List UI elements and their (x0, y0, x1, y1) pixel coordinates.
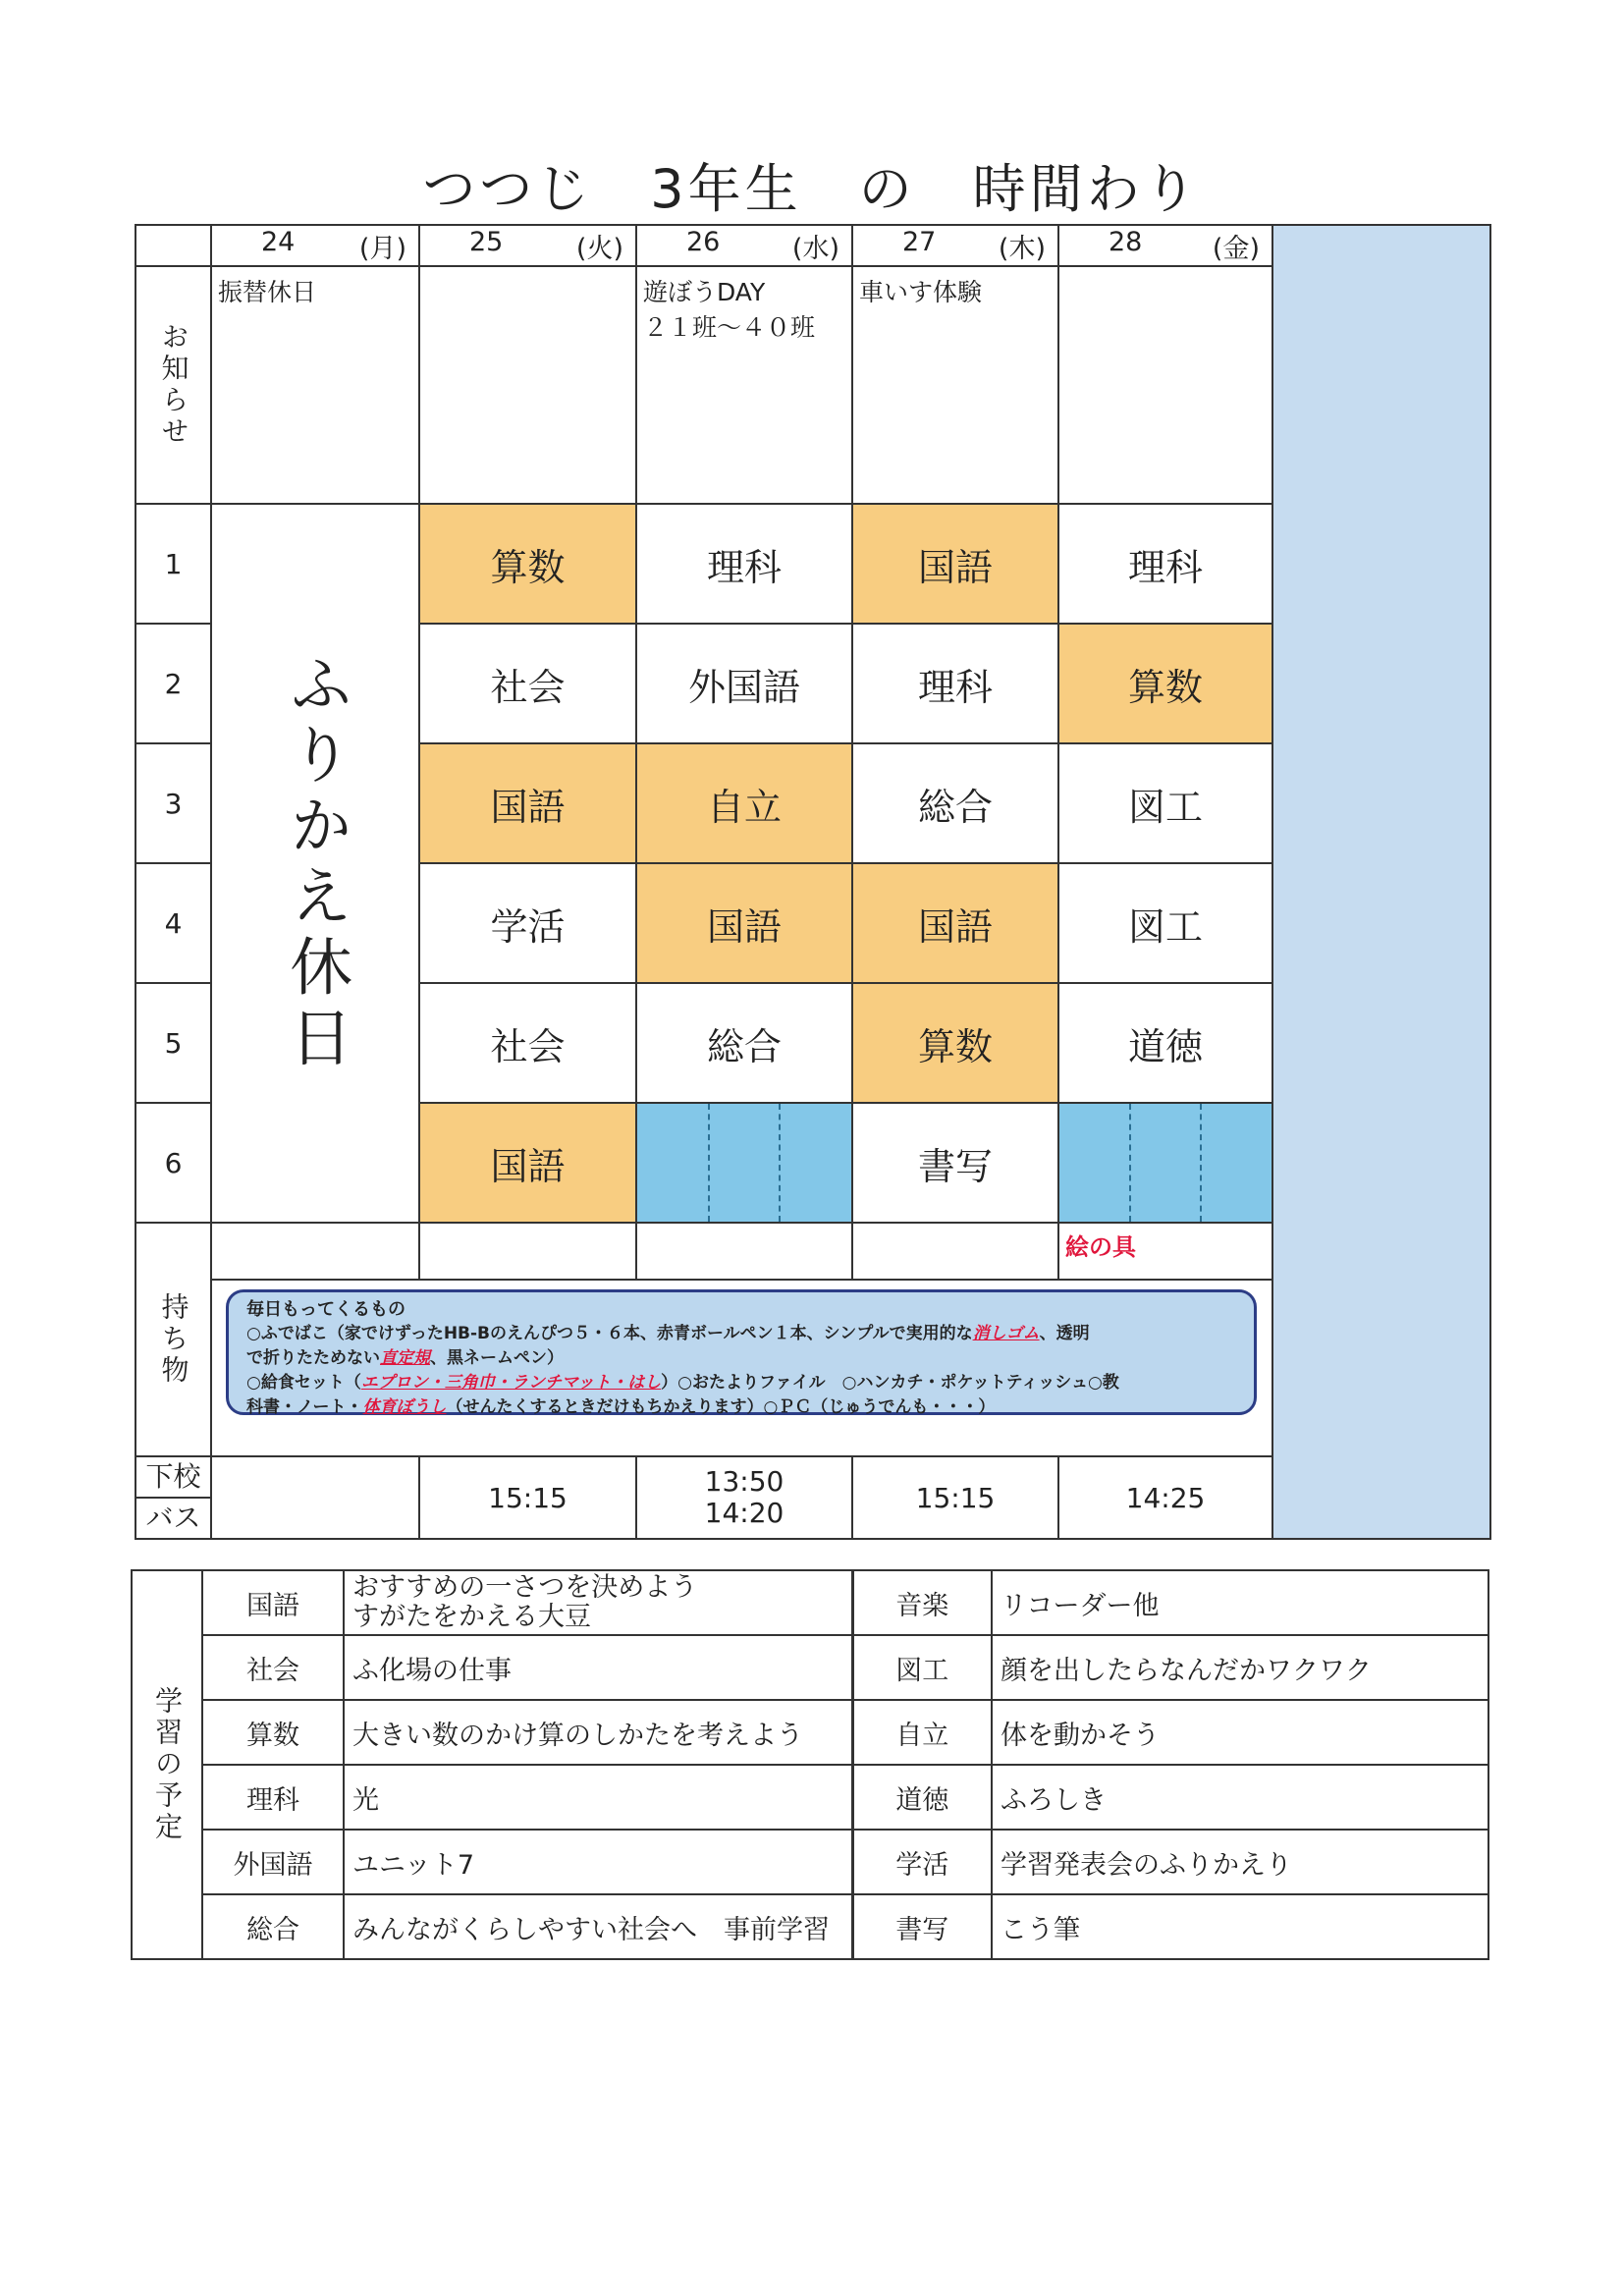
page-title: つつじ 3年生 の 時間わり (422, 158, 1201, 220)
lesson-cell: 学活 (419, 863, 636, 983)
lesson-cell: 理科 (1058, 504, 1272, 624)
day-date: 26 (686, 226, 721, 257)
blank-blue-cell (1058, 1103, 1272, 1223)
lesson-cell: 理科 (636, 504, 852, 624)
side-blue-column (1272, 225, 1490, 1539)
study-subject: 道徳 (852, 1765, 992, 1830)
study-topic: 体を動かそう (992, 1700, 1488, 1765)
lesson-cell: 図工 (1058, 743, 1272, 863)
lesson-cell: 国語 (852, 863, 1058, 983)
lesson-cell: 社会 (419, 983, 636, 1103)
daily-items-heading: 毎日もってくるもの (246, 1299, 406, 1320)
notice-thu: 車いす体験 (852, 266, 1058, 504)
study-label: 学習の予定 (151, 1686, 184, 1843)
bus-time: 15:15 (419, 1456, 636, 1539)
study-topic: 顔を出したらなんだかワクワク (992, 1635, 1488, 1700)
lesson-cell: 外国語 (636, 624, 852, 743)
belongings-wed (636, 1223, 852, 1280)
study-topic: 光 (344, 1765, 852, 1830)
study-subject: 算数 (202, 1700, 344, 1765)
study-topic: みんながくらしやすい社会へ 事前学習 (344, 1894, 852, 1959)
study-subject: 総合 (202, 1894, 344, 1959)
study-plan-table (131, 1569, 1489, 1960)
period-number: 3 (135, 743, 211, 863)
lesson-cell: 国語 (636, 863, 852, 983)
study-row (132, 1765, 1488, 1830)
lesson-cell: 算数 (419, 504, 636, 624)
period-number: 4 (135, 863, 211, 983)
study-topic: こう筆 (992, 1894, 1488, 1959)
day-header-tue (419, 225, 636, 266)
belongings-tue (419, 1223, 636, 1280)
study-row (132, 1700, 1488, 1765)
bus-time: 13:50 14:20 (636, 1456, 852, 1539)
belongings-mon (211, 1223, 419, 1280)
study-topic: 大きい数のかけ算のしかたを考えよう (344, 1700, 852, 1765)
lesson-cell: 社会 (419, 624, 636, 743)
lesson-cell: 国語 (419, 1103, 636, 1223)
day-of-week: (金) (1212, 233, 1260, 264)
day-header-row (135, 225, 1490, 266)
study-subject: 外国語 (202, 1830, 344, 1894)
day-of-week: (木) (998, 233, 1046, 264)
day-of-week: (月) (358, 233, 406, 264)
bus-time (211, 1456, 419, 1539)
lesson-cell: 理科 (852, 624, 1058, 743)
study-topic: ふ化場の仕事 (344, 1635, 852, 1700)
belongings-label: 持ち物 (157, 1292, 190, 1387)
study-subject: 社会 (202, 1635, 344, 1700)
notice-wed: 遊ぼうDAY ２１班～４０班 (636, 266, 852, 504)
day-of-week: (水) (791, 233, 839, 264)
study-subject: 国語 (202, 1570, 344, 1635)
notice-tue (419, 266, 636, 504)
lesson-cell: 自立 (636, 743, 852, 863)
lesson-cell: 国語 (852, 504, 1058, 624)
day-header-fri (1058, 225, 1272, 266)
study-topic: リコーダー他 (992, 1570, 1488, 1635)
day-header-mon (211, 225, 419, 266)
day-date: 28 (1109, 226, 1143, 257)
study-row (132, 1830, 1488, 1894)
belongings-fri (1058, 1223, 1272, 1280)
daily-items-line: で折りたためない直定規、黒ネームペン） (246, 1348, 564, 1368)
holiday-text: ふりかえ休日 (279, 651, 352, 1075)
corner-cell (135, 225, 211, 266)
study-subject: 自立 (852, 1700, 992, 1765)
notice-label: お知らせ (157, 322, 190, 448)
holiday-cell (211, 504, 419, 1223)
bus-label-bottom: バス (136, 1497, 210, 1538)
notice-mon: 振替休日 (211, 266, 419, 504)
day-date: 27 (902, 226, 937, 257)
lesson-cell: 算数 (852, 983, 1058, 1103)
lesson-cell: 国語 (419, 743, 636, 863)
bus-time: 14:25 (1058, 1456, 1272, 1539)
lesson-cell: 書写 (852, 1103, 1058, 1223)
notice-fri (1058, 266, 1272, 504)
bus-label-top: 下校 (145, 1460, 201, 1493)
daily-items-line: 科書・ノート・体育ぼうし（せんたくするときだけもちかえります）○ＰＣ（じゅうでんも・・・） (246, 1397, 996, 1417)
study-subject: 図工 (852, 1635, 992, 1700)
study-subject: 理科 (202, 1765, 344, 1830)
day-header-wed (636, 225, 852, 266)
study-subject: 音楽 (852, 1570, 992, 1635)
period-number: 2 (135, 624, 211, 743)
study-subject: 書写 (852, 1894, 992, 1959)
study-row (132, 1894, 1488, 1959)
daily-items-line: ○給食セット（エプロン・三角巾・ランチマット・はし）○おたよりファイル ○ハンカチ・ポケットティッシュ○教 (246, 1373, 1119, 1393)
day-header-thu (852, 225, 1058, 266)
study-row (132, 1635, 1488, 1700)
lesson-cell: 総合 (852, 743, 1058, 863)
period-number: 5 (135, 983, 211, 1103)
study-topic: ふろしき (992, 1765, 1488, 1830)
belongings-fri-text: 絵の具 (1065, 1233, 1136, 1261)
daily-items-line: ○ふでばこ（家でけずったHB-Bのえんぴつ５・６本、赤青ボールペン１本、シンプルで実用的な消しゴム、透明 (246, 1324, 1090, 1343)
lesson-cell: 総合 (636, 983, 852, 1103)
study-topic: 学習発表会のふりかえり (992, 1830, 1488, 1894)
lesson-cell: 道徳 (1058, 983, 1272, 1103)
blank-blue-cell (636, 1103, 852, 1223)
period-number: 1 (135, 504, 211, 624)
bus-label (135, 1456, 211, 1539)
day-of-week: (火) (575, 233, 623, 264)
belongings-thu (852, 1223, 1058, 1280)
day-date: 24 (261, 226, 296, 257)
bus-time: 15:15 (852, 1456, 1058, 1539)
period-number: 6 (135, 1103, 211, 1223)
study-topic: おすすめの一さつを決めよう すがたをかえる大豆 (344, 1570, 852, 1635)
study-topic: ユニット7 (344, 1830, 852, 1894)
study-subject: 学活 (852, 1830, 992, 1894)
lesson-cell: 図工 (1058, 863, 1272, 983)
study-row (132, 1570, 1488, 1635)
lesson-cell: 算数 (1058, 624, 1272, 743)
day-date: 25 (469, 226, 504, 257)
daily-items-box (226, 1289, 1257, 1415)
